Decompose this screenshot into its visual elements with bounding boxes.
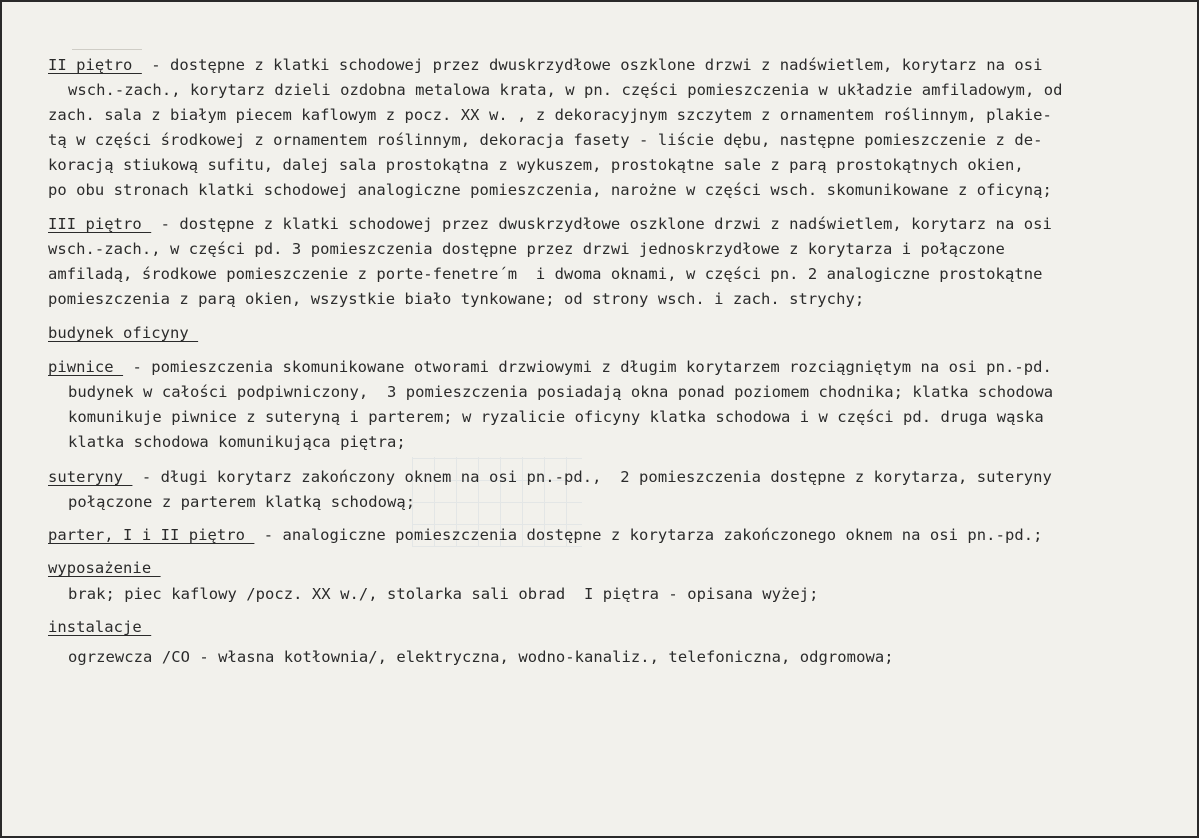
- text-line: [68, 492, 415, 512]
- line-text: budynek w całości podpiwniczony, 3 pomieszczenia posiadają okna ponad poziomem chodnika; klatka schodowa: [68, 383, 1054, 401]
- index-card: [2, 2, 1197, 836]
- line-text: ogrzewcza /CO - własna kotłownia/, elektryczna, wodno-kanaliz., telefoniczna, odgromowa;: [68, 648, 894, 666]
- text-line: [68, 80, 1062, 100]
- section-heading: instalacje: [48, 618, 152, 636]
- line-text: połączone z parterem klatką schodową;: [68, 493, 416, 511]
- line-text: - pomieszczenia skomunikowane otworami drzwiowymi z długim korytarzem rozciągniętym na osi pn.-pd.: [123, 358, 1052, 376]
- section-heading: III piętro: [48, 215, 152, 233]
- line-text: wsch.-zach., w części pd. 3 pomieszczenia dostępne przez drzwi jednoskrzydłowe z korytarza i połączone: [48, 240, 1005, 258]
- text-line: [68, 584, 819, 604]
- line-text: - dostępne z klatki schodowej przez dwuskrzydłowe oszklone drzwi z nadświetlem, korytarz na osi: [151, 215, 1052, 233]
- line-text: - analogiczne pomieszczenia dostępne z korytarza zakończonego oknem na osi pn.-pd.;: [254, 526, 1043, 544]
- text-line: [48, 239, 1005, 259]
- text-line: [48, 357, 1052, 377]
- line-text: klatka schodowa komunikująca piętra;: [68, 433, 406, 451]
- line-text: zach. sala z białym piecem kaflowym z pocz. XX w. , z dekoracyjnym szczytem z ornamentem roślinnym, plakie-: [48, 106, 1052, 124]
- text-line: [48, 289, 864, 309]
- text-line: [48, 323, 198, 343]
- line-text: - dostępne z klatki schodowej przez dwuskrzydłowe oszklone drzwi z nadświetlem, korytarz na osi: [141, 56, 1043, 74]
- text-line: [48, 55, 1042, 75]
- text-line: [48, 214, 1052, 234]
- section-heading: wyposażenie: [48, 559, 161, 577]
- faint-mark: [72, 49, 142, 50]
- text-line: [68, 432, 406, 452]
- section-heading: II piętro: [48, 56, 142, 74]
- text-line: [48, 264, 1042, 284]
- text-line: [48, 467, 1052, 487]
- line-text: koracją stiukową sufitu, dalej sala prostokątna z wykuszem, prostokątne sale z parą prostokątnych okien,: [48, 156, 1024, 174]
- text-line: [48, 130, 1042, 150]
- text-line: [68, 647, 894, 667]
- line-text: pomieszczenia z parą okien, wszystkie biało tynkowane; od strony wsch. i zach. strychy;: [48, 290, 865, 308]
- section-heading: suteryny: [48, 468, 133, 486]
- text-line: [68, 382, 1053, 402]
- text-line: [48, 105, 1052, 125]
- line-text: tą w części środkowej z ornamentem roślinnym, dekoracja fasety - liście dębu, następne pomieszczenie z de-: [48, 131, 1043, 149]
- section-heading: parter, I i II piętro: [48, 526, 255, 544]
- line-text: po obu stronach klatki schodowej analogiczne pomieszczenia, narożne w części wsch. skomunikowane z oficyną;: [48, 181, 1052, 199]
- line-text: amfiladą, środkowe pomieszczenie z porte-fenetre´m i dwoma oknami, w części pn. 2 analogiczne prostokątne: [48, 265, 1043, 283]
- text-line: [48, 558, 161, 578]
- line-text: wsch.-zach., korytarz dzieli ozdobna metalowa krata, w pn. części pomieszczenia w układzie amfiladowym, od: [68, 81, 1063, 99]
- section-heading: piwnice: [48, 358, 124, 376]
- text-line: [68, 407, 1044, 427]
- text-line: [48, 180, 1052, 200]
- text-line: [48, 155, 1024, 175]
- line-text: komunikuje piwnice z suteryną i parterem; w ryzalicie oficyny klatka schodowa i w części pd. druga wąska: [68, 408, 1044, 426]
- section-heading: budynek oficyny: [48, 324, 199, 342]
- line-text: - długi korytarz zakończony oknem na osi pn.-pd., 2 pomieszczenia dostępne z korytarza, suteryny: [132, 468, 1052, 486]
- text-line: [48, 617, 151, 637]
- line-text: brak; piec kaflowy /pocz. XX w./, stolarka sali obrad I piętra - opisana wyżej;: [68, 585, 819, 603]
- text-line: [48, 525, 1042, 545]
